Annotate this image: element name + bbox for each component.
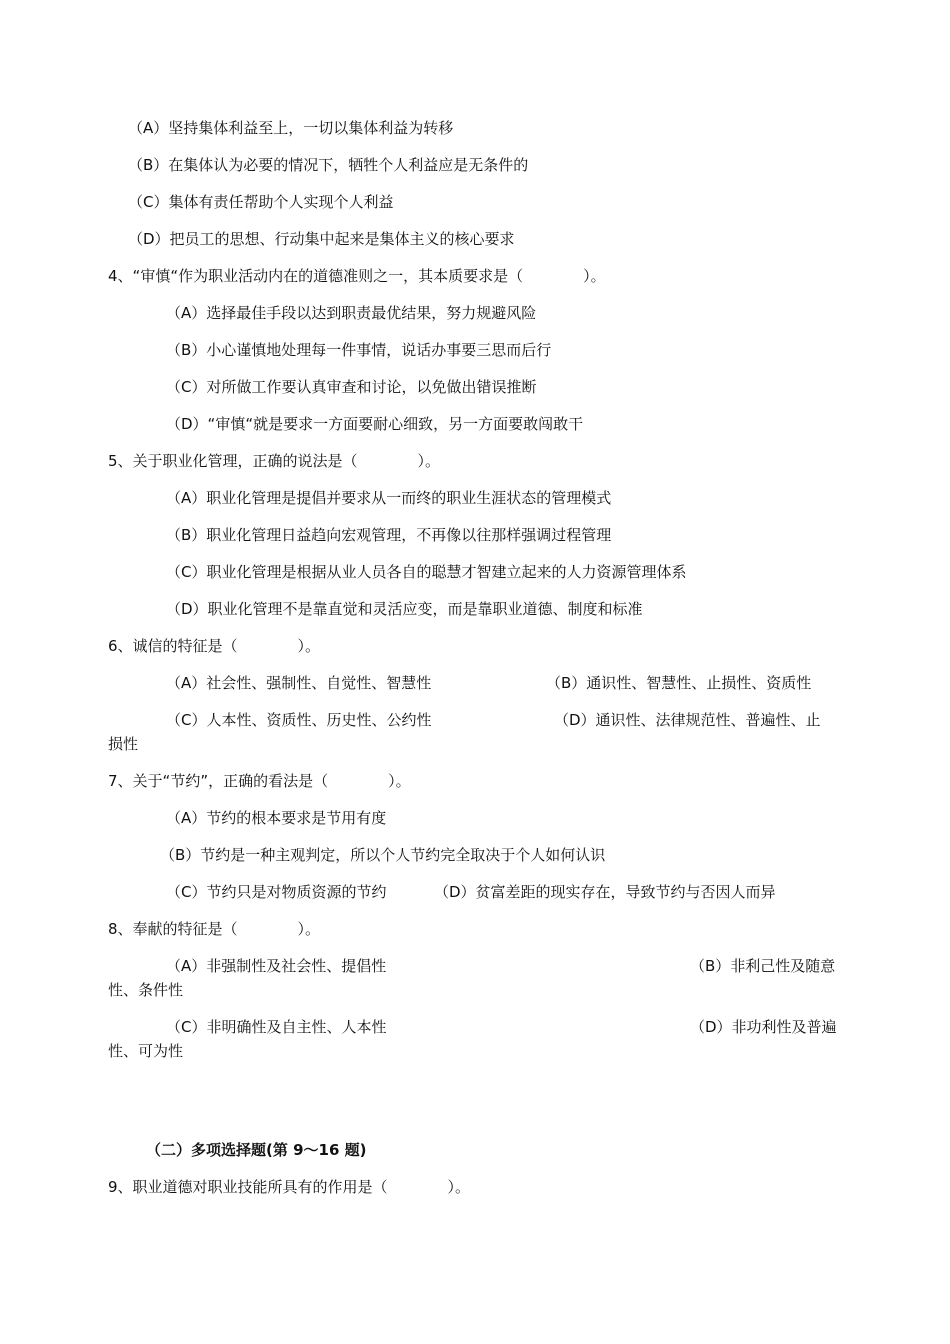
q9-stem: 9、职业道德对职业技能所具有的作用是（ ）。 — [108, 1178, 471, 1196]
q8-stem: 8、奉献的特征是（ ）。 — [108, 920, 321, 938]
q6-option-d: （D）通识性、法律规范性、普遍性、止 — [554, 711, 821, 729]
q5-option-b: （B）职业化管理日益趋向宏观管理，不再像以往那样强调过程管理 — [166, 526, 612, 544]
q7-option-b: （B）节约是一种主观判定，所以个人节约完全取决于个人如何认识 — [160, 846, 606, 864]
q6-option-c: （C）人本性、资质性、历史性、公约性 — [166, 711, 432, 729]
q8-option-b-continued: 性、条件性 — [108, 981, 184, 999]
q8-option-b: （B）非利己性及随意 — [690, 957, 836, 975]
q4-stem: 4、“审慎“作为职业活动内在的道德准则之一，其本质要求是（ ）。 — [108, 267, 606, 285]
q4-option-a: （A）选择最佳手段以达到职责最优结果，努力规避风险 — [166, 304, 537, 322]
q5-stem: 5、关于职业化管理，正确的说法是（ ）。 — [108, 452, 441, 470]
section-heading: （二）多项选择题(第 9～16 题) — [146, 1141, 367, 1159]
q3-option-b: （B）在集体认为必要的情况下，牺牲个人利益应是无条件的 — [128, 156, 529, 174]
q3-option-d: （D）把员工的思想、行动集中起来是集体主义的核心要求 — [128, 230, 515, 248]
q6-option-b: （B）通识性、智慧性、止损性、资质性 — [546, 674, 812, 692]
q8-option-d-continued: 性、可为性 — [108, 1042, 184, 1060]
q6-option-d-continued: 损性 — [108, 735, 139, 753]
q7-option-a: （A）节约的根本要求是节用有度 — [166, 809, 387, 827]
q4-option-d: （D）“审慎“就是要求一方面要耐心细致，另一方面要敢闯敢干 — [166, 415, 584, 433]
q5-option-c: （C）职业化管理是根据从业人员各自的聪慧才智建立起来的人力资源管理体系 — [166, 563, 687, 581]
q5-option-d: （D）职业化管理不是靠直觉和灵活应变，而是靠职业道德、制度和标准 — [166, 600, 643, 618]
q6-option-a: （A）社会性、强制性、自觉性、智慧性 — [166, 674, 432, 692]
q5-option-a: （A）职业化管理是提倡并要求从一而终的职业生涯状态的管理模式 — [166, 489, 612, 507]
q4-option-c: （C）对所做工作要认真审查和讨论，以免做出错误推断 — [166, 378, 537, 396]
q8-option-d: （D）非功利性及普遍 — [690, 1018, 837, 1036]
q3-option-c: （C）集体有责任帮助个人实现个人利益 — [128, 193, 394, 211]
q3-option-a: （A）坚持集体利益至上，一切以集体利益为转移 — [128, 119, 454, 137]
q8-option-a: （A）非强制性及社会性、提倡性 — [166, 957, 387, 975]
q7-stem: 7、关于“节约”，正确的看法是（ ）。 — [108, 772, 411, 790]
q6-stem: 6、诚信的特征是（ ）。 — [108, 637, 321, 655]
q7-option-d: （D）贫富差距的现实存在，导致节约与否因人而异 — [434, 883, 776, 901]
q4-option-b: （B）小心谨慎地处理每一件事情，说话办事要三思而后行 — [166, 341, 552, 359]
q7-option-c: （C）节约只是对物质资源的节约 — [166, 883, 387, 901]
q8-option-c: （C）非明确性及自主性、人本性 — [166, 1018, 387, 1036]
